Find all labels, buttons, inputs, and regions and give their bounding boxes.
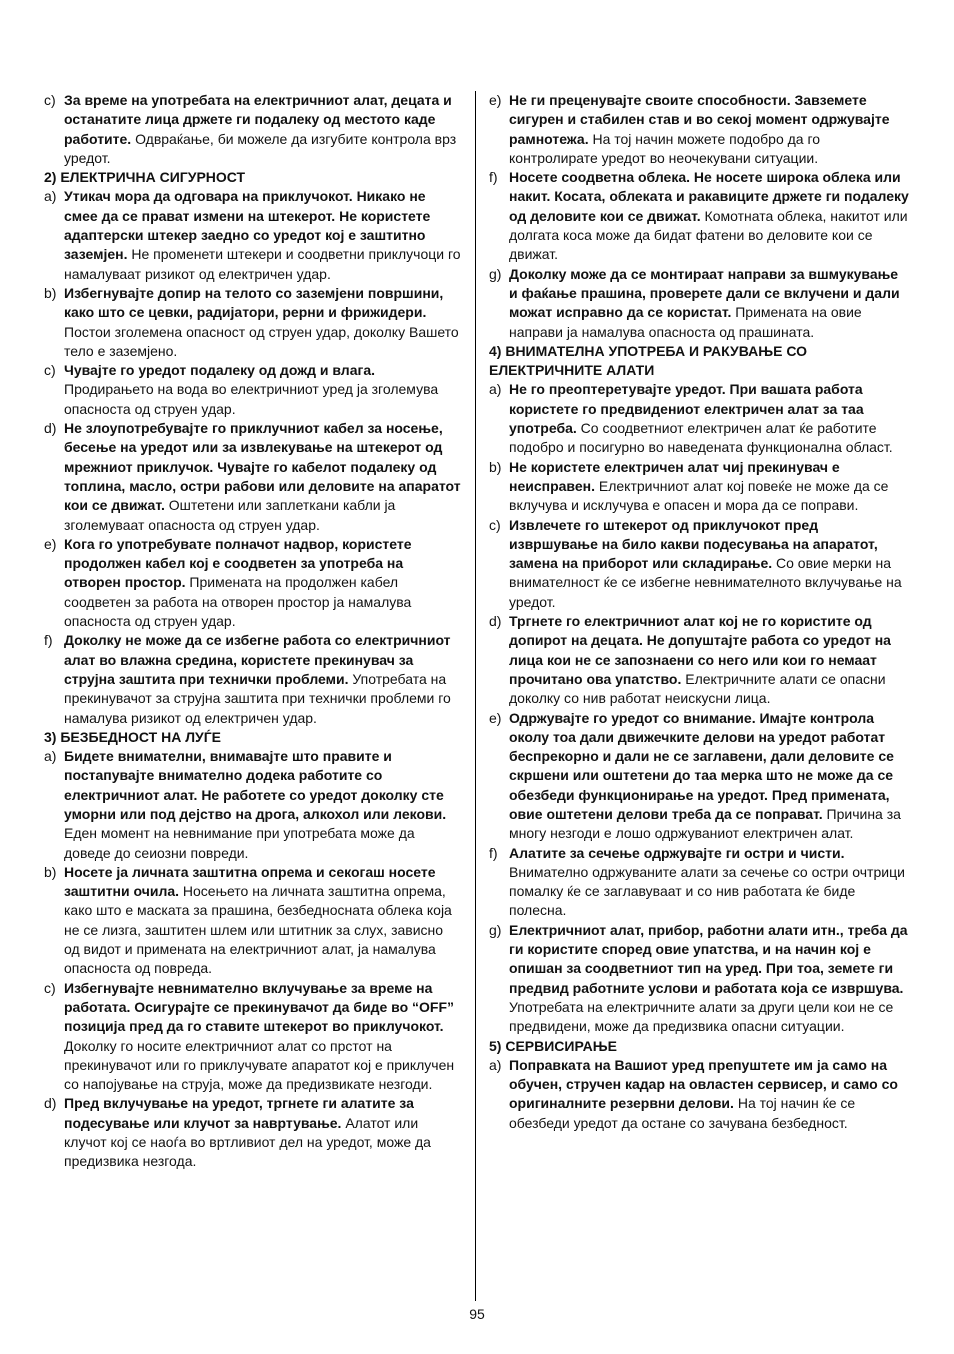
item-text: Со овие мерки на внимателност ќе се избегне невнимателното вклучување на уредот. bbox=[509, 555, 902, 610]
item-bold-text: Доколку може да се монтираат направи за вшмукување и фаќање прашина, проверете дали се вклучени и дали можат исправно да се користат. bbox=[509, 265, 900, 321]
list-item bbox=[44, 863, 462, 979]
item-label: b) bbox=[44, 863, 57, 880]
item-bold-text: Кога го употребувате полначот надвор, користете продолжен кабел кој е соодветен за употреба на отворен простор. bbox=[64, 535, 412, 591]
item-label: c) bbox=[489, 516, 501, 533]
list-item bbox=[489, 91, 909, 168]
list-item bbox=[489, 1056, 909, 1133]
list-item bbox=[44, 979, 462, 1095]
section-heading: 4) ВНИМАТЕЛНА УПОТРЕБА И РАКУВАЊЕ СО ЕЛЕКТРИЧНИТЕ АЛАТИ bbox=[489, 342, 807, 379]
list-item bbox=[489, 709, 909, 844]
item-label: d) bbox=[44, 420, 57, 437]
item-text: Постои зголемена опасност од струен удар, доколку Вашето тело е заземјено. bbox=[64, 323, 459, 359]
item-text: На тој начин можете подобро да го контролирате уредот во неочекувани ситуации. bbox=[509, 130, 821, 166]
page-number: 95 bbox=[469, 1306, 485, 1322]
list-item bbox=[489, 516, 909, 612]
item-text: Продирањето на вода во електричниот уред ја зголемува опасноста од струен удар. bbox=[64, 381, 439, 417]
list-item bbox=[44, 631, 462, 727]
item-label: a) bbox=[44, 188, 57, 205]
list-item bbox=[44, 535, 462, 631]
list-item bbox=[489, 168, 909, 264]
item-label: a) bbox=[44, 748, 57, 765]
item-bold-text: Не злоупотребувајте го приклучниот кабел за носење, бесење на уредот или за извлекување на штекерот од мрежниот приклучок. Чувајте го кабелот подалеку од топлина, масло, остри рабови или деловите на апаратот кои се движат. bbox=[64, 420, 461, 514]
right-column bbox=[489, 91, 909, 1133]
item-label: f) bbox=[489, 169, 498, 186]
item-bold-text: За време на употребата на електричниот алат, децата и останатите лица држете ги подалеку од местото каде работите. bbox=[64, 92, 452, 147]
item-text: Со соодветниот електричен алат ќе работите подобро и посигурно во наведената функционална област. bbox=[509, 420, 893, 456]
item-label: d) bbox=[44, 1095, 57, 1112]
item-bold-text: Тргнете го електричниот алат кој не го користите од допирот на децата. Не допуштајте работа со уредот на лица кои не се запознаени со него или кои го немаат прочитано ова упатство. bbox=[509, 613, 891, 687]
item-label: g) bbox=[489, 921, 502, 938]
item-text: Внимателно одржуваните алати за сечење со остри очтрици помалку ќе се заглавуваат и со нив работата ќе биде полесна. bbox=[509, 863, 905, 919]
item-bold-text: Не го преоптеретувајте уредот. При вашата работа користете го предвидениот електричен алат за таа употреба. bbox=[509, 381, 864, 437]
item-text: Електричниот алат кој повеќе не може да се вклучува и исклучува е опасен и мора да се поправи. bbox=[509, 477, 889, 514]
list-item bbox=[44, 284, 462, 361]
item-bold-text: Не ги преценувајте своите способности. Завземете сигурен и стабилен став и во секој момент одржувајте рамнотежа. bbox=[509, 92, 890, 147]
section-heading: 5) СЕРВИСИРАЊЕ bbox=[489, 1037, 617, 1054]
item-text: Не променети штекери и соодветни приклучоци го намалуваат ризикот од електричен удар. bbox=[64, 246, 461, 282]
item-text: Еден момент на невнимание при употребата може да доведе до сеиозни повреди. bbox=[64, 825, 415, 861]
item-label: a) bbox=[489, 381, 502, 398]
list-item bbox=[44, 419, 462, 535]
list-item bbox=[44, 1094, 462, 1171]
item-label: d) bbox=[489, 613, 502, 630]
item-label: e) bbox=[44, 535, 57, 552]
item-text: Примената на овие направи ја намалува опасноста од прашината. bbox=[509, 304, 862, 340]
list-item bbox=[489, 921, 909, 1037]
item-bold-text: Утикач мора да одговара на приклучокот. Никако не смее да се прават измени на штекерот. Не користете адаптерски штекер заедно со уредот кој е заштитно заземјен. bbox=[64, 188, 431, 263]
list-item bbox=[489, 612, 909, 708]
item-label: b) bbox=[489, 458, 502, 475]
item-bold-text: Електричниот алат, прибор, работни алати итн., треба да ги користите според овие упатства, и на начин кој е опишан за соодветниот тип на уред. При тоа, земете ги предвид работните услови и работата која се извршува. bbox=[509, 921, 908, 996]
item-text: Доколку го носите електричниот алат со прстот на прекинувачот или го приклучувате апаратот кој е приклучен со напојување на струја, може да предизвикате незгоди. bbox=[64, 1037, 455, 1093]
item-text: Алатот или клучот кој се наоѓа во вртливиот дел на уредот, може да предизвика незгода. bbox=[64, 1114, 431, 1170]
section-heading: 3) БЕЗБЕДНОСТ НА ЛУЃЕ bbox=[44, 728, 222, 745]
item-label: e) bbox=[489, 709, 502, 726]
item-text: На тој начин ќе се обезбеди уредот да остане со зачувана безбедност. bbox=[509, 1095, 856, 1131]
item-label: f) bbox=[489, 844, 498, 861]
list-item bbox=[489, 458, 909, 516]
list-item bbox=[489, 380, 909, 457]
item-text: Комотната облека, накитот или долгата коса може да бидат фатени во деловите кои се движат. bbox=[509, 207, 908, 263]
item-label: c) bbox=[44, 92, 56, 108]
item-label: a) bbox=[489, 1056, 502, 1073]
list-item bbox=[44, 747, 462, 863]
item-text: Причина за многу незгоди е лошо одржуваниот електричен алат. bbox=[509, 805, 901, 842]
list-item bbox=[489, 844, 909, 921]
item-label: g) bbox=[489, 265, 502, 282]
item-text: Одвраќање, би можеле да изгубите контрола врз уредот. bbox=[64, 130, 457, 166]
item-bold-text: Не користете електричен алат чиј прекинувач е неисправен. bbox=[509, 458, 840, 494]
item-bold-text: Поправката на Вашиот уред препуштете им ја само на обучен, стручен кадар на овластен сервисер, и само со оригиналните резервни делови. bbox=[509, 1056, 898, 1112]
item-bold-text: Избегнувајте невнимателно вклучување за време на работата. Осигурајте се прекинувачот да биде во “OFF” позиција пред да го ставите штекерот во приклучокот. bbox=[64, 979, 455, 1035]
list-item bbox=[489, 265, 909, 342]
item-text: Употребата на прекинувачот за струјна заштита при технички проблеми го намалува ризикот од електричен удар. bbox=[64, 670, 451, 726]
item-bold-text: Пред вклучување на уредот, тргнете ги алатите за подесување или клучот за навртување. bbox=[64, 1095, 414, 1131]
item-text: Електричните алати се опасни доколку со нив работат неискусни лица. bbox=[509, 670, 886, 707]
item-label: f) bbox=[44, 632, 53, 649]
list-item bbox=[44, 187, 462, 283]
list-item bbox=[44, 361, 462, 419]
column-divider bbox=[475, 91, 476, 1301]
item-bold-text: Чувајте го уредот подалеку од дожд и влага. bbox=[64, 362, 375, 379]
item-bold-text: Доколку не може да се избегне работа со електричниот алат во влажна средина, користете прекинувач за струјна заштита при технички проблеми. bbox=[64, 632, 451, 687]
item-text: Носењето на личната заштитна опрема, како што е маската за прашина, безбедносната облека која не се лизга, заштитен шлем или штитник за слух, зависно од видот и примената на електричниот алат, ја намалува опасноста од повреда. bbox=[64, 883, 452, 977]
left-column bbox=[44, 91, 462, 1172]
item-label: b) bbox=[44, 284, 57, 301]
item-text: Примената на продолжен кабел соодветен за работа на отворен простор ја намалува опасноста од струен удар. bbox=[64, 574, 412, 630]
item-label: c) bbox=[44, 979, 56, 996]
item-bold-text: Алатите за сечење одржувајте ги остри и чисти. bbox=[509, 844, 845, 861]
item-text: Оштетени или заплеткани кабли ја зголемуваат опасноста од струен удар. bbox=[64, 497, 396, 533]
item-bold-text: Извлечете го штекерот од приклучокот пред извршување на било какви подесувања на апаратот, замена на приборот или складирање. bbox=[509, 516, 878, 572]
item-bold-text: Носете соодветна облека. Не носете широка облека или накит. Косата, облеката и ракавиците држете ги подалеку од деловите кои се движат. bbox=[509, 169, 909, 224]
item-bold-text: Одржувајте го уредот со внимание. Имајте контрола околу тоа дали движечките делови на уредот работат беспрекорно и дали не се заглавени, дали деловите се скршени или оштетени до таа мерка што не може да се обезбеди функционирање на уредот. Пред примената, овие оштетени делови треба да се поправат. bbox=[509, 709, 894, 822]
section-heading: 2) ЕЛЕКТРИЧНА СИГУРНОСТ bbox=[44, 169, 246, 186]
item-text: Употребата на електричните алати за други цели кои не се предвидени, може да предизвика опасни ситуации. bbox=[509, 998, 894, 1035]
item-bold-text: Избегнувајте допир на телото со заземјени површини, како што се цевки, радијатори, рерни и фрижидери. bbox=[64, 284, 444, 321]
item-bold-text: Носете ја личната заштитна опрема и секогаш носете заштитни очила. bbox=[64, 863, 436, 900]
item-label: c) bbox=[44, 362, 56, 379]
item-bold-text: Бидете внимателни, внимавајте што правите и постапувајте внимателно додека работите со електричниот алат. Не работете со уредот доколку сте уморни или под дејство на дрога, алкохол или лекови. bbox=[64, 748, 447, 822]
list-item bbox=[44, 91, 462, 168]
item-label: e) bbox=[489, 92, 502, 108]
